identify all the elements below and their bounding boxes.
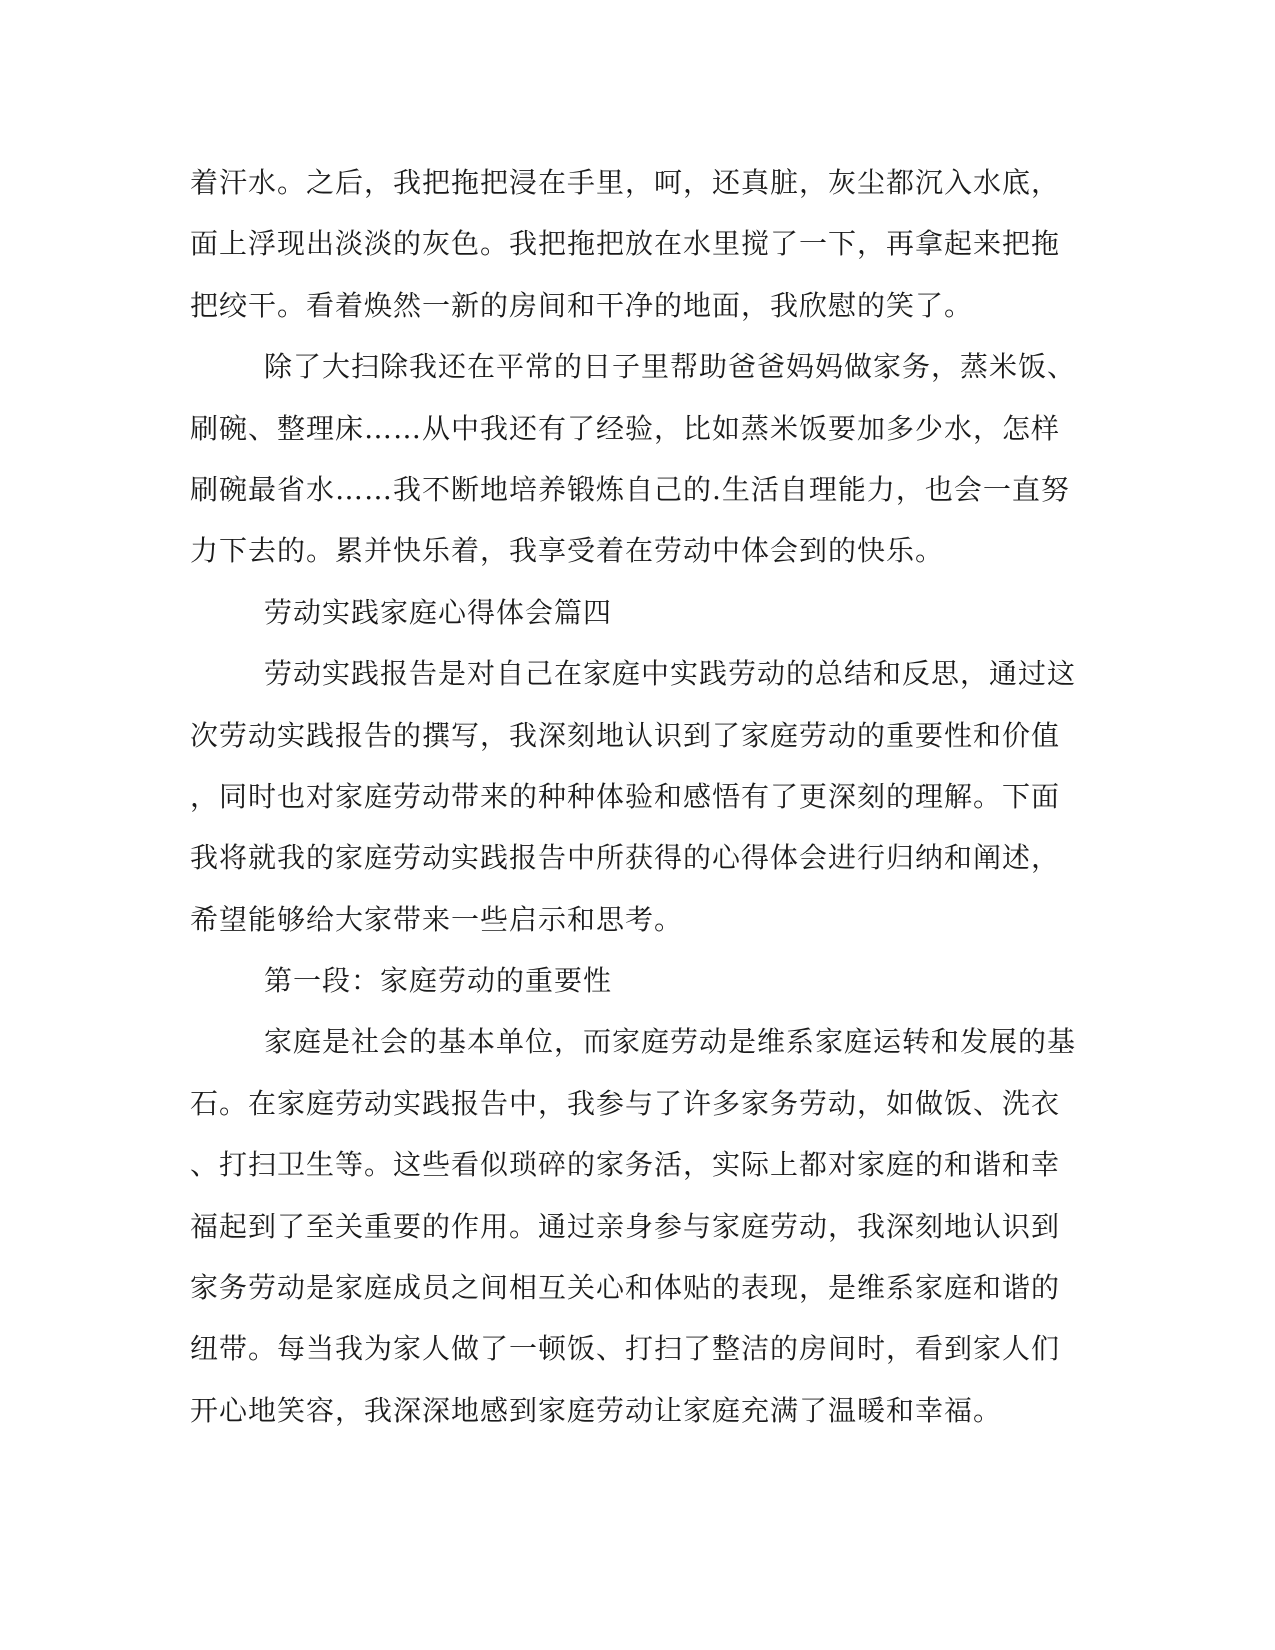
text-line: 石。在家庭劳动实践报告中，我参与了许多家务劳动，如做饭、洗衣: [190, 1086, 1061, 1120]
text-line: 力下去的。累并快乐着，我享受着在劳动中体会到的快乐。: [190, 534, 945, 568]
text-line: 次劳动实践报告的撰写，我深刻地认识到了家庭劳动的重要性和价值: [190, 718, 1061, 752]
text-line: 、打扫卫生等。这些看似琐碎的家务活，实际上都对家庭的和谐和幸: [190, 1148, 1061, 1182]
text-line: 面上浮现出淡淡的灰色。我把拖把放在水里搅了一下，再拿起来把拖: [190, 227, 1061, 261]
text-line: 把绞干。看着焕然一新的房间和干净的地面，我欣慰的笑了。: [190, 288, 974, 322]
text-line: 家务劳动是家庭成员之间相互关心和体贴的表现，是维系家庭和谐的: [190, 1271, 1061, 1305]
text-line: 着汗水。之后，我把拖把浸在手里，呵，还真脏，灰尘都沉入水底，: [190, 166, 1061, 199]
text-line: ，同时也对家庭劳动带来的种种体验和感悟有了更深刻的理解。下面: [190, 779, 1061, 813]
paragraph-start-line: 劳动实践报告是对自己在家庭中实践劳动的总结和反思，通过这: [264, 657, 1077, 691]
paragraph-start-line: 家庭是社会的基本单位，而家庭劳动是维系家庭运转和发展的基: [264, 1025, 1077, 1059]
text-line: 刷碗最省水……我不断地培养锻炼自己的.生活自理能力，也会一直努: [190, 472, 1070, 506]
subsection-heading: 第一段：家庭劳动的重要性: [264, 964, 613, 998]
text-line: 福起到了至关重要的作用。通过亲身参与家庭劳动，我深刻地认识到: [190, 1209, 1061, 1243]
text-line: 刷碗、整理床……从中我还有了经验，比如蒸米饭要加多少水，怎样: [190, 411, 1061, 445]
text-line: 我将就我的家庭劳动实践报告中所获得的心得体会进行归纳和阐述，: [190, 841, 1061, 875]
text-line: 希望能够给大家带来一些启示和思考。: [190, 902, 684, 936]
text-line: 开心地笑容，我深深地感到家庭劳动让家庭充满了温暖和幸福。: [190, 1393, 1003, 1427]
paragraph-start-line: 除了大扫除我还在平常的日子里帮助爸爸妈妈做家务，蒸米饭、: [264, 350, 1077, 384]
document-body: [190, 152, 1077, 1441]
section-heading: 劳动实践家庭心得体会篇四: [264, 595, 613, 629]
text-line: 纽带。每当我为家人做了一顿饭、打扫了整洁的房间时，看到家人们: [190, 1332, 1061, 1366]
